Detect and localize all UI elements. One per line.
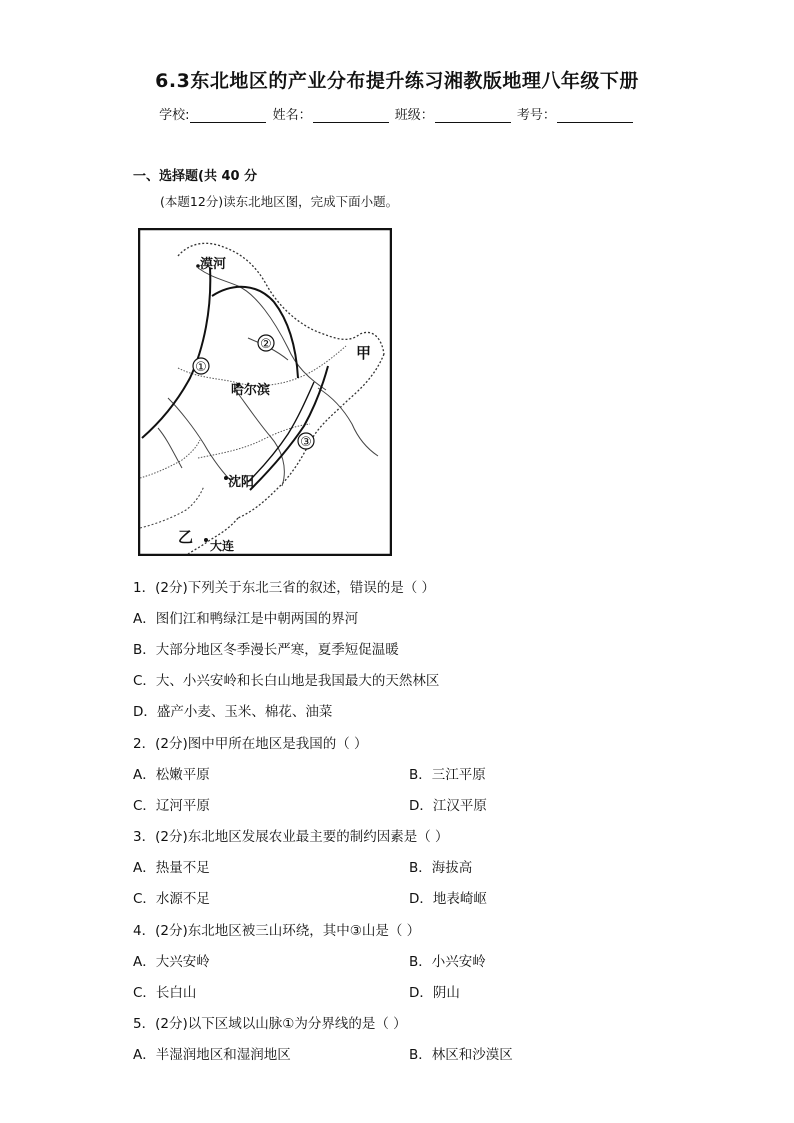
number-field bbox=[517, 104, 635, 123]
question-3-option-a[interactable]: A．热量不足 bbox=[133, 860, 210, 876]
school-field bbox=[159, 104, 268, 123]
student-info-line bbox=[0, 104, 794, 123]
question-2-stem: 2．(2分)图中甲所在地区是我国的（ ） bbox=[133, 736, 368, 752]
section-heading: 一、选择题(共 40 分 bbox=[133, 169, 258, 184]
question-3-option-b[interactable]: B．海拔高 bbox=[409, 860, 473, 876]
question-2-option-d[interactable]: D．江汉平原 bbox=[409, 798, 487, 814]
name-field bbox=[273, 104, 391, 123]
map-label-1: ① bbox=[195, 360, 207, 375]
page-title: 6.3东北地区的产业分布提升练习湘教版地理八年级下册 bbox=[155, 70, 639, 92]
question-1-option-c[interactable]: C．大、小兴安岭和长白山地是我国最大的天然林区 bbox=[133, 673, 440, 689]
question-3-option-c[interactable]: C．水源不足 bbox=[133, 891, 210, 907]
section-intro: (本题12分)读东北地区图，完成下面小题。 bbox=[160, 194, 399, 209]
question-4-option-a[interactable]: A．大兴安岭 bbox=[133, 954, 210, 970]
northeast-china-map bbox=[138, 228, 392, 556]
question-1-option-b[interactable]: B．大部分地区冬季漫长严寒，夏季短促温暖 bbox=[133, 642, 399, 658]
question-2-option-a[interactable]: A．松嫩平原 bbox=[133, 767, 210, 783]
class-label: 班级： bbox=[394, 108, 434, 123]
question-4-option-c[interactable]: C．长白山 bbox=[133, 985, 197, 1001]
question-3-stem: 3．(2分)东北地区发展农业最主要的制约因素是（ ） bbox=[133, 829, 449, 845]
name-blank[interactable] bbox=[313, 110, 389, 123]
question-2-option-b[interactable]: B．三江平原 bbox=[409, 767, 486, 783]
question-1-option-a[interactable]: A．图们江和鸭绿江是中朝两国的界河 bbox=[133, 611, 359, 627]
map-label-jia: 甲 bbox=[356, 344, 372, 362]
number-blank[interactable] bbox=[557, 110, 633, 123]
number-label: 考号： bbox=[516, 108, 556, 123]
question-1-option-d[interactable]: D．盛产小麦、玉米、棉花、油菜 bbox=[133, 704, 333, 720]
question-1-stem: 1．(2分)下列关于东北三省的叙述，错误的是（ ） bbox=[133, 580, 436, 596]
class-blank[interactable] bbox=[435, 110, 511, 123]
question-3-option-d[interactable]: D．地表崎岖 bbox=[409, 891, 487, 907]
map-label-yi: 乙 bbox=[178, 528, 194, 546]
question-5-option-a[interactable]: A．半湿润地区和湿润地区 bbox=[133, 1047, 291, 1063]
question-2-option-c[interactable]: C．辽河平原 bbox=[133, 798, 210, 814]
school-label: 学校: bbox=[159, 108, 190, 123]
question-4-stem: 4．(2分)东北地区被三山环绕，其中③山是（ ） bbox=[133, 923, 421, 939]
question-4-option-d[interactable]: D．阴山 bbox=[409, 985, 460, 1001]
map-label-mohe: 漠河 bbox=[200, 257, 227, 272]
map-label-harbin: 哈尔滨 bbox=[231, 383, 271, 398]
question-4-option-b[interactable]: B．小兴安岭 bbox=[409, 954, 486, 970]
class-field bbox=[395, 104, 513, 123]
dalian-dot bbox=[204, 538, 208, 542]
map-label-dalian: 大连 bbox=[210, 539, 235, 553]
question-5-option-b[interactable]: B．林区和沙漠区 bbox=[409, 1047, 513, 1063]
school-blank[interactable] bbox=[190, 110, 266, 123]
name-label: 姓名： bbox=[272, 108, 312, 123]
question-5-stem: 5．(2分)以下区域以山脉①为分界线的是（ ） bbox=[133, 1016, 407, 1032]
map-label-2: ② bbox=[260, 337, 272, 352]
map-label-shenyang: 沈阳 bbox=[228, 475, 255, 490]
map-label-3: ③ bbox=[300, 435, 312, 450]
